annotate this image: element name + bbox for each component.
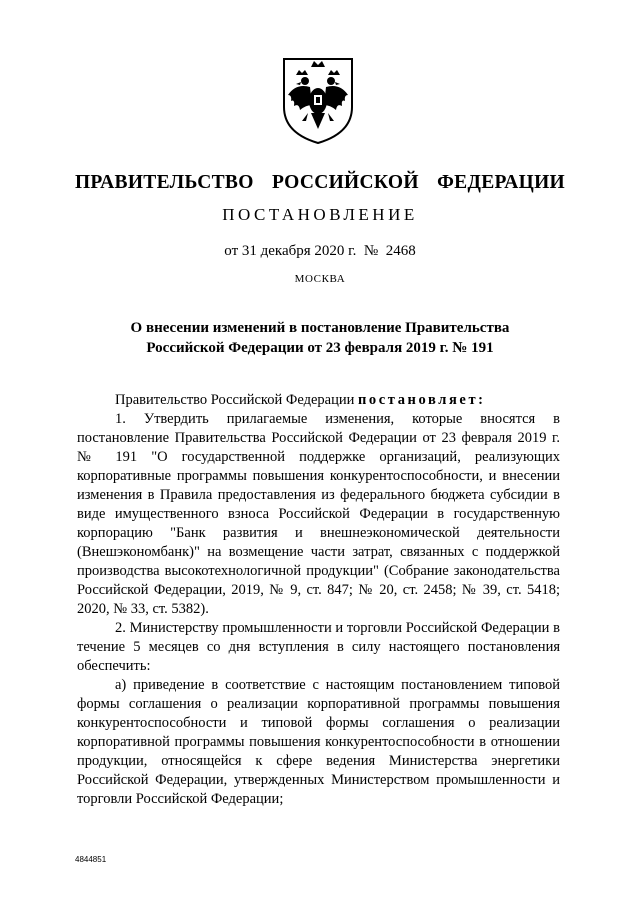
document-date-number: от 31 декабря 2020 г. № 2468 bbox=[224, 243, 416, 259]
government-title: ПРАВИТЕЛЬСТВО РОССИЙСКОЙ ФЕДЕРАЦИИ bbox=[74, 172, 566, 193]
subject-line-2: Российской Федерации от 23 февраля 2019 г. № 191 bbox=[146, 340, 494, 356]
document-city: МОСКВА bbox=[294, 273, 346, 285]
intro-keyword: постановляет: bbox=[357, 392, 486, 408]
document-subject bbox=[60, 318, 580, 358]
paragraph-1: 1. Утвердить прилагаемые изменения, которые вносятся в постановление Правительства Российской Федерации от 23 февраля 2019 г. № 191 "О государственной поддержке организаций, реализующих корпоративные программы повышения конкурентоспособности, и внесении изменения в Правила предоставления из федерального бюджета субсидии в виде имущественного взноса Российской Федерации в государственную корпорацию "Банк развития и внешнеэкономической деятельности (Внешэкономбанк)" на возмещение части затрат, связанных с поддержкой производства высокотехнологичной продукции" (Собрание законодательства Российской Федерации, 2019, № 9, ст. 847; № 20, ст. 2458; № 39, ст. 5418; 2020, № 33, ст. 5382). bbox=[77, 411, 560, 617]
subject-line-1: О внесении изменений в постановление Правительства bbox=[130, 320, 510, 336]
document-type: ПОСТАНОВЛЕНИЕ bbox=[222, 205, 418, 224]
document-body bbox=[77, 391, 560, 809]
paragraph-2: 2. Министерству промышленности и торговли Российской Федерации в течение 5 месяцев со дня вступления в силу настоящего постановления обеспечить: bbox=[77, 620, 560, 674]
paragraph-2a: а) приведение в соответствие с настоящим постановлением типовой формы соглашения о реализации корпоративной программы повышения конкурентоспособности и типовой формы соглашения о реализации корпоративной программы повышения конкурентоспособности в отношении продукции, относящейся к сфере ведения Министерства энергетики Российской Федерации, утвержденных Министерством промышленности и торговли Российской Федерации; bbox=[77, 677, 560, 807]
coat-of-arms-icon bbox=[278, 55, 358, 145]
intro-paragraph bbox=[77, 391, 560, 410]
footer-code: 4844851 bbox=[75, 855, 107, 864]
intro-prefix: Правительство Российской Федерации bbox=[115, 392, 358, 408]
